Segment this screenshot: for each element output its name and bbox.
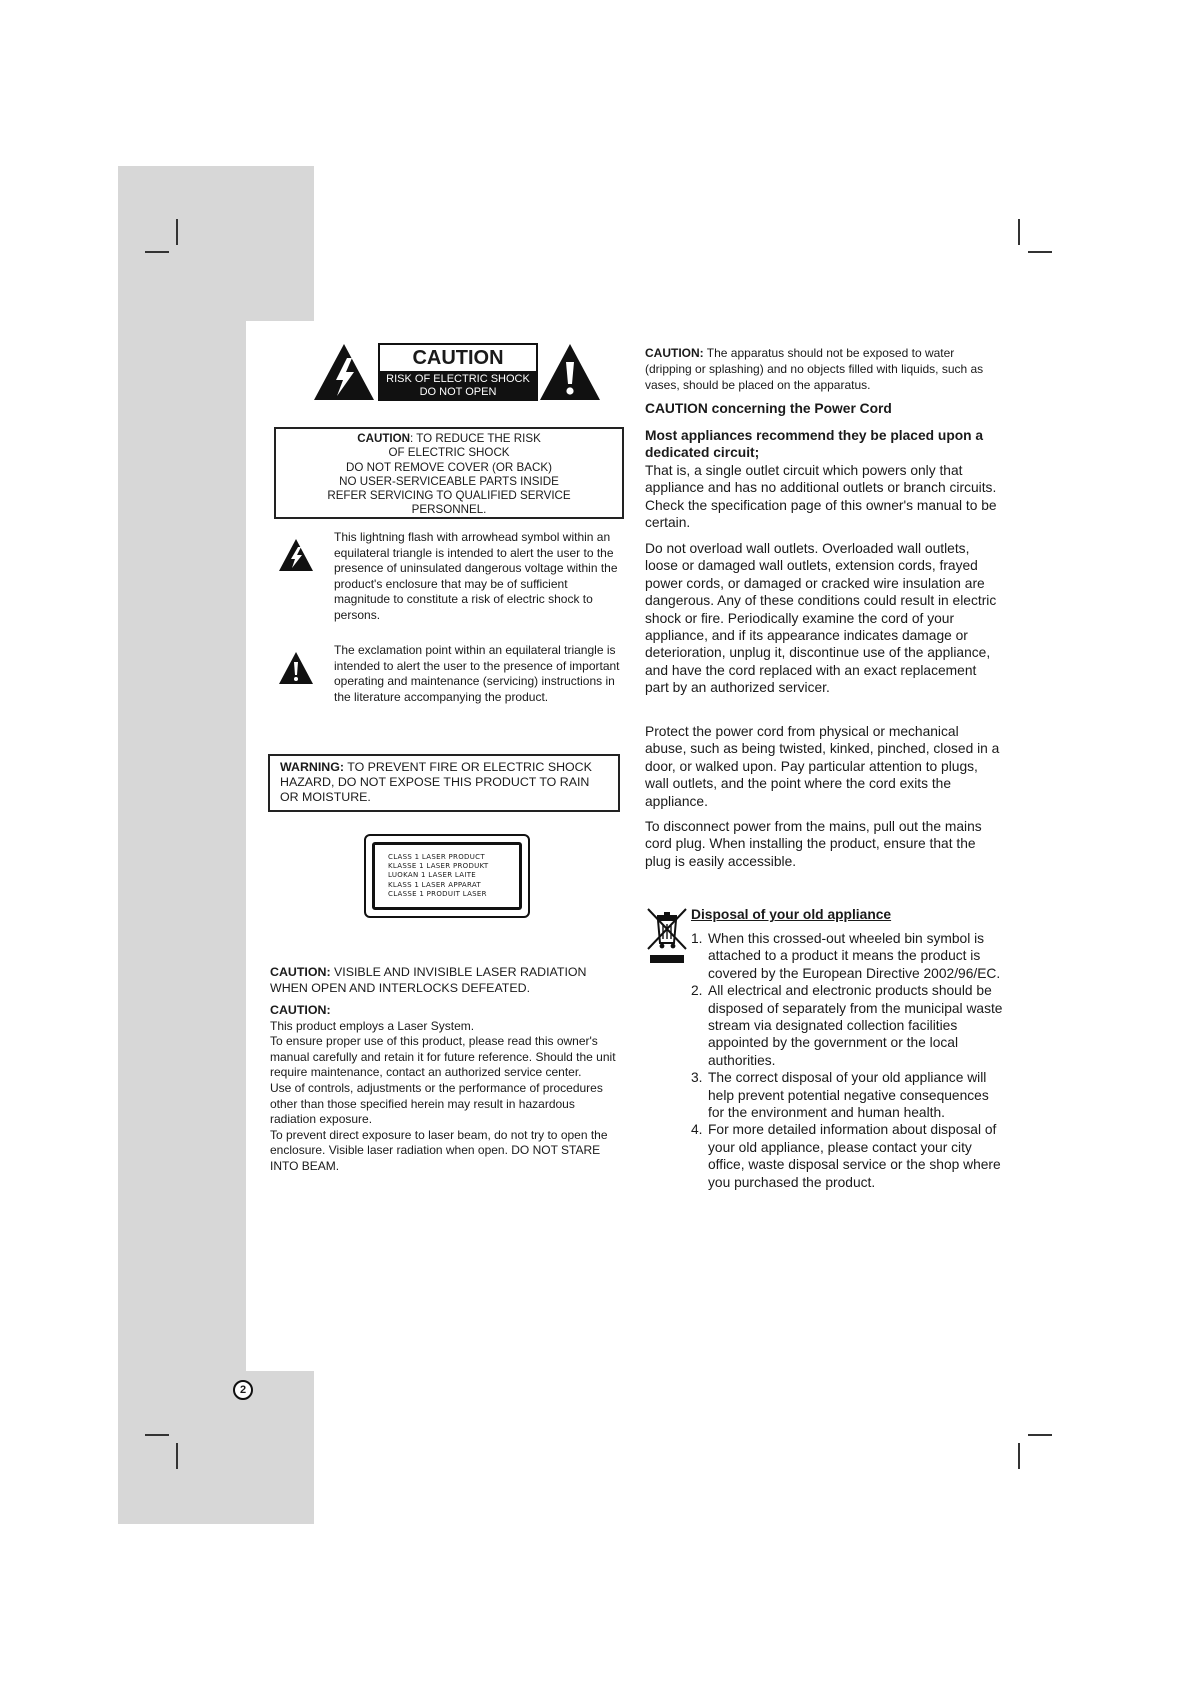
lightning-triangle-icon [312,342,376,402]
water-caution-text: The apparatus should not be exposed to water (dripping or splashing) and no objects filled with liquids, such as vases, should be placed on the apparatus. [645,346,984,392]
power-cord-subheading: Most appliances recommend they be placed upon a dedicated circuit; [645,428,984,461]
water-caution [645,345,1003,393]
crossed-out-wheelie-bin-icon [646,907,688,965]
caution-label-title: CAUTION [412,347,504,369]
reduce-risk-line: OF ELECTRIC SHOCK [388,446,510,460]
lightning-triangle-icon [278,538,314,572]
crop-mark [145,251,169,253]
page-number: 2 [233,1380,253,1400]
laser-label-line: CLASSE 1 PRODUIT LASER [388,889,487,898]
laser-product-label [364,834,530,918]
power-cord-paragraph: That is, a single outlet circuit which powers only that appliance and has no additional outlets or branch circuits. Check the specification page of this owner's manual to be certain. [645,463,997,531]
exclamation-symbol-text: The exclamation point within an equilateral triangle is intended to alert the user to the presence of important operating and maintenance (servicing) instructions in the literature accompanying the product. [334,643,620,704]
laser-label-line: KLASS 1 LASER APPARAT [388,880,482,889]
caution-label-band [380,371,536,399]
lightning-symbol-text: This lightning flash with arrowhead symbol within an equilateral triangle is intended to alert the user to the presence of uninsulated dangerous voltage within the product's enclosure that may be of sufficient magnitude to constitute a risk of electric shock to persons. [334,530,618,622]
power-cord-paragraph: Protect the power cord from physical or mechanical abuse, such as being twisted, kinked, pinched, closed in a door, or walked upon. Pay particular attention to plugs, wall outlets, and the point where the cord exits the appliance. [645,724,1000,809]
water-caution-label: CAUTION: [645,346,704,360]
reduce-risk-line: REFER SERVICING TO QUALIFIED SERVICE [327,489,571,503]
warning-text: TO PREVENT FIRE OR ELECTRIC SHOCK HAZARD, DO NOT EXPOSE THIS PRODUCT TO RAIN OR MOISTURE. [280,760,592,804]
list-item: 2. All electrical and electronic products should be disposed of separately from the municipal waste stream via designated collection facilities appointed by the government or the local authorities. [691,983,1003,1068]
laser-label-line: KLASSE 1 LASER PRODUKT [388,862,489,871]
crop-mark [176,1443,178,1469]
laser-caution-text: VISIBLE AND INVISIBLE LASER RADIATION WHEN OPEN AND INTERLOCKS DEFEATED. [270,965,587,995]
caution-label-box [378,343,538,401]
crop-mark [1018,219,1020,245]
caution-label-line: RISK OF ELECTRIC SHOCK [386,373,530,385]
crop-mark [176,219,178,245]
reduce-risk-line: PERSONNEL. [411,503,487,517]
laser-system-paragraph: To prevent direct exposure to laser beam, do not try to open the enclosure. Visible laser radiation when open. DO NOT STARE INTO BEAM. [270,1127,608,1173]
list-item: 4. For more detailed information about disposal of your old appliance, please contact your city office, waste disposal service or the shop where you purchased the product. [691,1122,1001,1190]
laser-label-line: LUOKAN 1 LASER LAITE [388,871,476,880]
caution-shock-label [312,340,602,404]
laser-system-caution [270,1003,620,1175]
crop-mark [1018,1443,1020,1469]
laser-caution-label: CAUTION: [270,965,331,979]
caution-prefix: CAUTION [357,432,411,445]
laser-radiation-caution [270,964,620,996]
laser-system-paragraph: To ensure proper use of this product, please read this owner's manual carefully and retain it for future reference. Should the unit require maintenance, contact an authorized service center. [270,1034,616,1080]
list-item: 1. When this crossed-out wheeled bin symbol is attached to a product it means the product is covered by the European Directive 2002/96/EC. [691,931,1001,981]
reduce-risk-box [274,427,624,519]
reduce-risk-line: DO NOT REMOVE COVER (OR BACK) [346,460,552,474]
warning-box [268,754,620,812]
laser-label-text [388,853,489,899]
list-item: 3. The correct disposal of your old appliance will help prevent potential negative consequences for the environment and human health. [691,1070,989,1121]
caution-label-line: DO NOT OPEN [419,385,497,398]
laser-system-paragraph: Use of controls, adjustments or the performance of procedures other than those specified herein may result in hazardous radiation exposure. [270,1080,603,1127]
power-cord-paragraph: To disconnect power from the mains, pull out the mains cord plug. When installing the product, ensure that the plug is easily accessible. [645,819,982,869]
exclamation-triangle-icon [278,651,314,685]
disposal-list [691,930,1007,1191]
warning-label: WARNING: [280,760,345,774]
laser-label-line: CLASS 1 LASER PRODUCT [388,853,485,861]
crop-mark [145,1434,169,1436]
exclamation-triangle-icon [538,342,602,402]
reduce-risk-line: NO USER-SERVICEABLE PARTS INSIDE [339,474,559,488]
crop-mark [1028,251,1052,253]
reduce-risk-line: CAUTION: TO REDUCE THE RISK [357,432,541,445]
disposal-title: Disposal of your old appliance [691,907,892,922]
crop-mark [1028,1434,1052,1436]
laser-system-heading: CAUTION: [270,1003,331,1017]
power-cord-heading: CAUTION concerning the Power Cord [645,401,892,416]
laser-system-paragraph: This product employs a Laser System. [270,1018,475,1033]
power-cord-paragraph: Do not overload wall outlets. Overloaded wall outlets, loose or damaged wall outlets, extension cords, frayed power cords, or damaged or cracked wire insulation are dangerous. Any of these conditions could result in electric shock or fire. Periodically examine the cord of your appliance, and if its appearance indicates damage or deterioration, unplug it, discontinue use of the appliance, and have the cord replaced with an exact replacement part by an authorized servicer. [645,541,997,696]
